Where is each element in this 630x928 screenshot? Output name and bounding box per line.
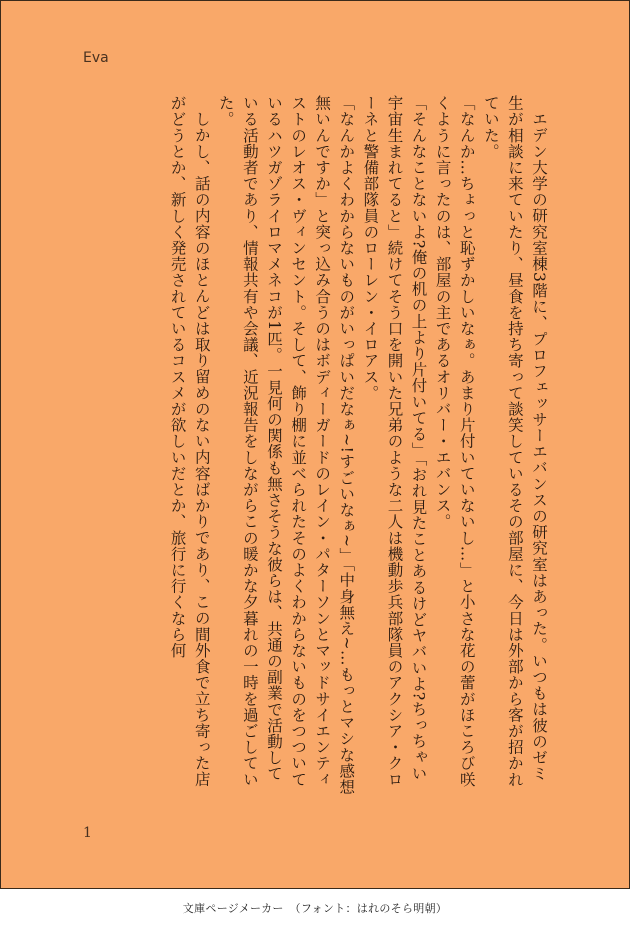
paragraph: 「なんか…ちょっと恥ずかしいなぁ。あまり片付いていないし…」と小さな花の蕾がほころび咲くように言ったのは、部屋の主であるオリバー・エバンス。 xyxy=(433,95,476,788)
page-header: Eva xyxy=(83,50,109,66)
generator-credit: 文庫ページメーカー （フォント：はれのそら明朝） xyxy=(182,902,448,915)
vertical-body-text xyxy=(79,95,551,795)
paragraph: エデン大学の研究室棟3階に、プロフェッサーエバンスの研究室はあった。いつもは彼のゼミ生が相談に来ていたり、昼食を持ち寄って談笑しているその部屋に、今日は外部から客が招かれていた。 xyxy=(481,95,548,788)
paragraph: 「そんなことないよ?俺の机の上より片付いてる」「おれ見たことあるけどヤバいよ?ちっちゃい宇宙生まれてると」続けてそう口を開いた兄弟のような二人は機動歩兵部隊員のアクシア・クローネと警備部隊員のローレン・イロアス。 xyxy=(361,95,428,788)
paragraph: 「なんかよくわからないものがいっぱいだなぁ~!すごいなぁ~」「中身無え~…もっとマシな感想無いんですか」と突っ込み合うのはボディーガードのレイン・パターソンとマッドサイエンティストのレオス・ヴィンセント。そして、飾り棚に並べられたそのよくわからないものをつついているハツガゾライロマメネコが1匹。一見何の関係も無さそうな彼らは、共通の副業で活動している活動者であり、情報共有や会議、近況報告をしながらこの暖かな夕暮れの一時を過ごしていた。 xyxy=(216,95,356,795)
page-number: 1 xyxy=(83,825,92,841)
paragraph: しかし、話の内容のほとんどは取り留めのない内容ばかりであり、この間外食で立ち寄った店がどうとか、新しく発売されているコスメが欲しいだとか、旅行に行くなら何 xyxy=(168,95,211,787)
